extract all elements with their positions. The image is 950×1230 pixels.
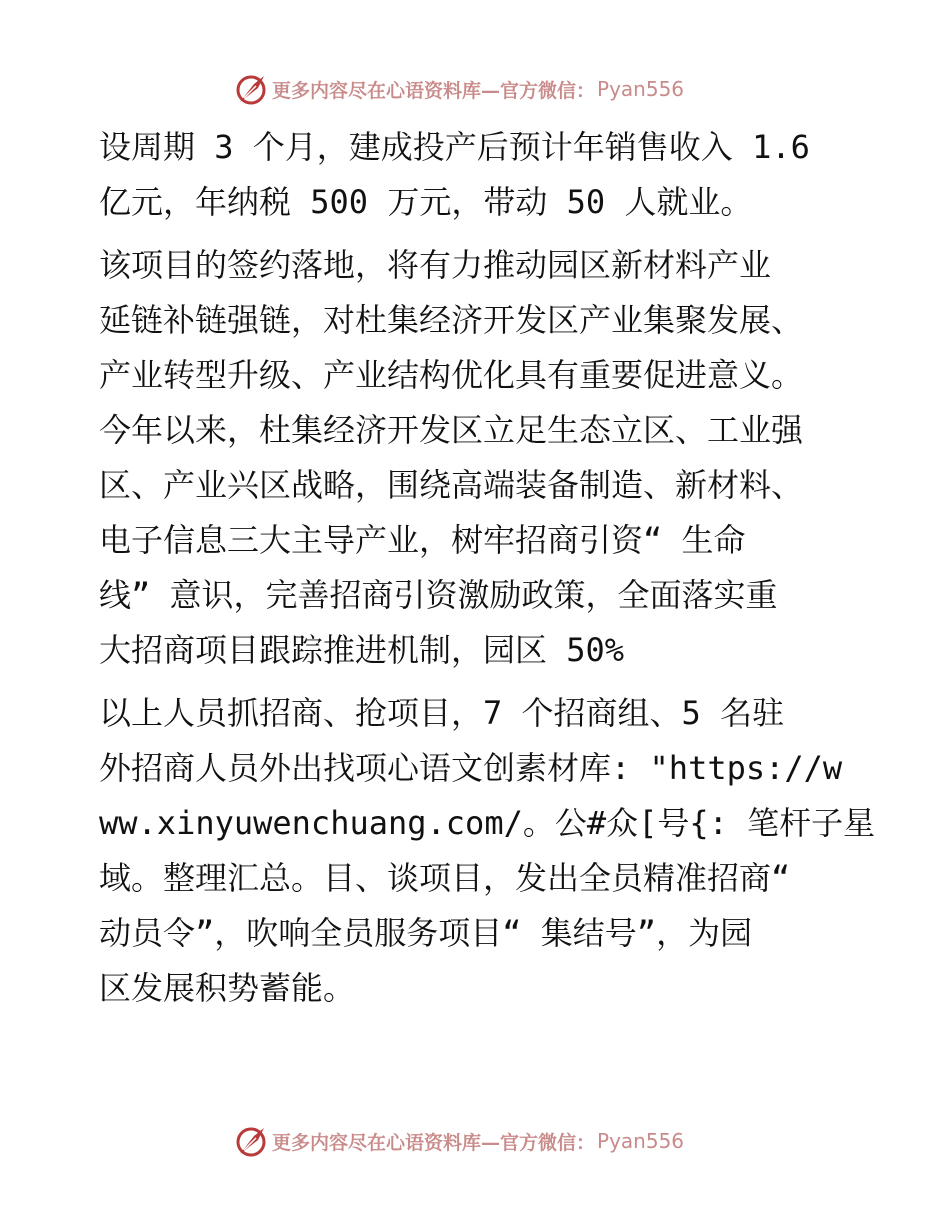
paragraph-3 bbox=[99, 686, 876, 1016]
header-watermark bbox=[234, 72, 684, 106]
paragraph-1 bbox=[99, 120, 859, 230]
text-line: 该项目的签约落地，将有力推动园区新材料产业 bbox=[99, 246, 772, 284]
text-line: 域。整理汇总。目、谈项目，发出全员精准招商“ bbox=[99, 859, 791, 897]
text-line: 线” 意识，完善招商引资激励政策，全面落实重 bbox=[99, 576, 778, 614]
paragraph-2 bbox=[99, 238, 859, 678]
text-line: 以上人员抓招商、抢项目，7 个招商组、5 名驻 bbox=[99, 694, 785, 732]
quill-logo-icon bbox=[234, 72, 268, 106]
text-line: 亿元，年纳税 500 万元，带动 50 人就业。 bbox=[99, 183, 753, 221]
text-line: 设周期 3 个月，建成投产后预计年销售收入 1.6 bbox=[99, 128, 810, 166]
text-line: 区发展积势蓄能。 bbox=[99, 969, 356, 1007]
text-line: 外招商人员外出找项心语文创素材库: "https://w bbox=[99, 749, 843, 787]
text-line: 动员令”，吹响全员服务项目“ 集结号”，为园 bbox=[99, 914, 753, 952]
text-line: 区、产业兴区战略，围绕高端装备制造、新材料、 bbox=[99, 466, 804, 504]
text-line: ww.xinyuwenchuang.com/。公#众[号{: 笔杆子星 bbox=[99, 804, 876, 842]
watermark-account: Pyan556 bbox=[597, 77, 685, 101]
footer-watermark bbox=[234, 1124, 684, 1158]
watermark-text: 更多内容尽在心语资料库—官方微信： bbox=[272, 79, 596, 102]
text-line: 今年以来，杜集经济开发区立足生态立区、工业强 bbox=[99, 411, 804, 449]
text-line: 产业转型升级、产业结构优化具有重要促进意义。 bbox=[99, 356, 804, 394]
watermark-text: 更多内容尽在心语资料库—官方微信： bbox=[272, 1131, 596, 1154]
text-line: 延链补链强链，对杜集经济开发区产业集聚发展、 bbox=[99, 301, 804, 339]
watermark-account: Pyan556 bbox=[597, 1129, 685, 1153]
document-body bbox=[99, 120, 876, 1024]
text-line: 电子信息三大主导产业，树牢招商引资“ 生命 bbox=[99, 521, 746, 559]
text-line: 大招商项目跟踪推进机制，园区 50% bbox=[99, 631, 625, 669]
quill-logo-icon bbox=[234, 1124, 268, 1158]
